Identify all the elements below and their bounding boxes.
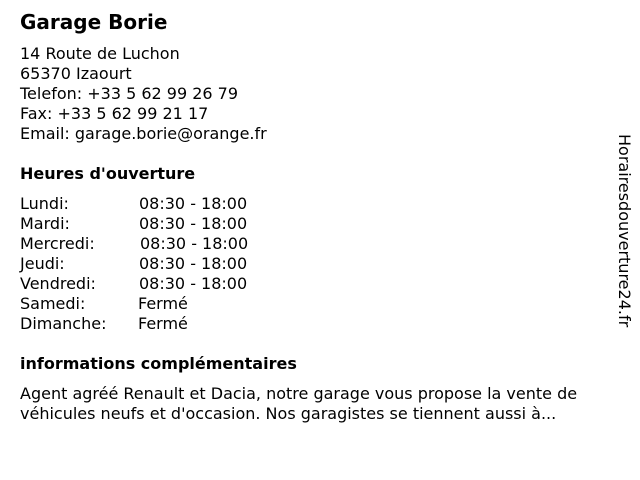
day-label: Mardi: <box>20 214 70 233</box>
time-value: 08:30 - 18:00 <box>139 194 248 213</box>
opening-hours-table <box>20 194 320 334</box>
hours-row-saturday <box>20 294 320 314</box>
day-label: Samedi: <box>20 294 86 313</box>
hours-heading: Heures d'ouverture <box>20 164 196 183</box>
time-value: 08:30 - 18:00 <box>139 274 248 293</box>
hours-row-wednesday <box>20 234 320 254</box>
hours-row-thursday <box>20 254 320 274</box>
day-label: Lundi: <box>20 194 69 213</box>
hours-row-friday <box>20 274 320 294</box>
garage-description: Agent agréé Renault et Dacia, notre garage vous propose la vente de véhicules neufs et d'occasion. Nos garagistes se tiennent aussi à... <box>20 384 578 423</box>
garage-name: Garage Borie <box>20 10 168 34</box>
time-value: 08:30 - 18:00 <box>139 254 248 273</box>
hours-row-sunday <box>20 314 320 334</box>
time-value: 08:30 - 18:00 <box>139 214 248 233</box>
fax-number: Fax: +33 5 62 99 21 17 <box>20 104 209 123</box>
info-heading: informations complémentaires <box>20 354 297 373</box>
day-label: Jeudi: <box>20 254 65 273</box>
hours-row-tuesday <box>20 214 320 234</box>
time-value: 08:30 - 18:00 <box>140 234 249 253</box>
phone-number: Telefon: +33 5 62 99 26 79 <box>20 84 239 103</box>
hours-row-monday <box>20 194 320 214</box>
contact-block <box>20 44 267 144</box>
email-address: Email: garage.borie@orange.fr <box>20 124 267 143</box>
day-label: Dimanche: <box>20 314 107 333</box>
postal-city: 65370 Izaourt <box>20 64 132 83</box>
day-label: Vendredi: <box>20 274 96 293</box>
time-value: Fermé <box>138 314 188 333</box>
day-label: Mercredi: <box>20 234 95 253</box>
site-watermark: Horairesdouverture24.fr <box>615 134 634 328</box>
time-value: Fermé <box>138 294 188 313</box>
street-address: 14 Route de Luchon <box>20 44 180 63</box>
